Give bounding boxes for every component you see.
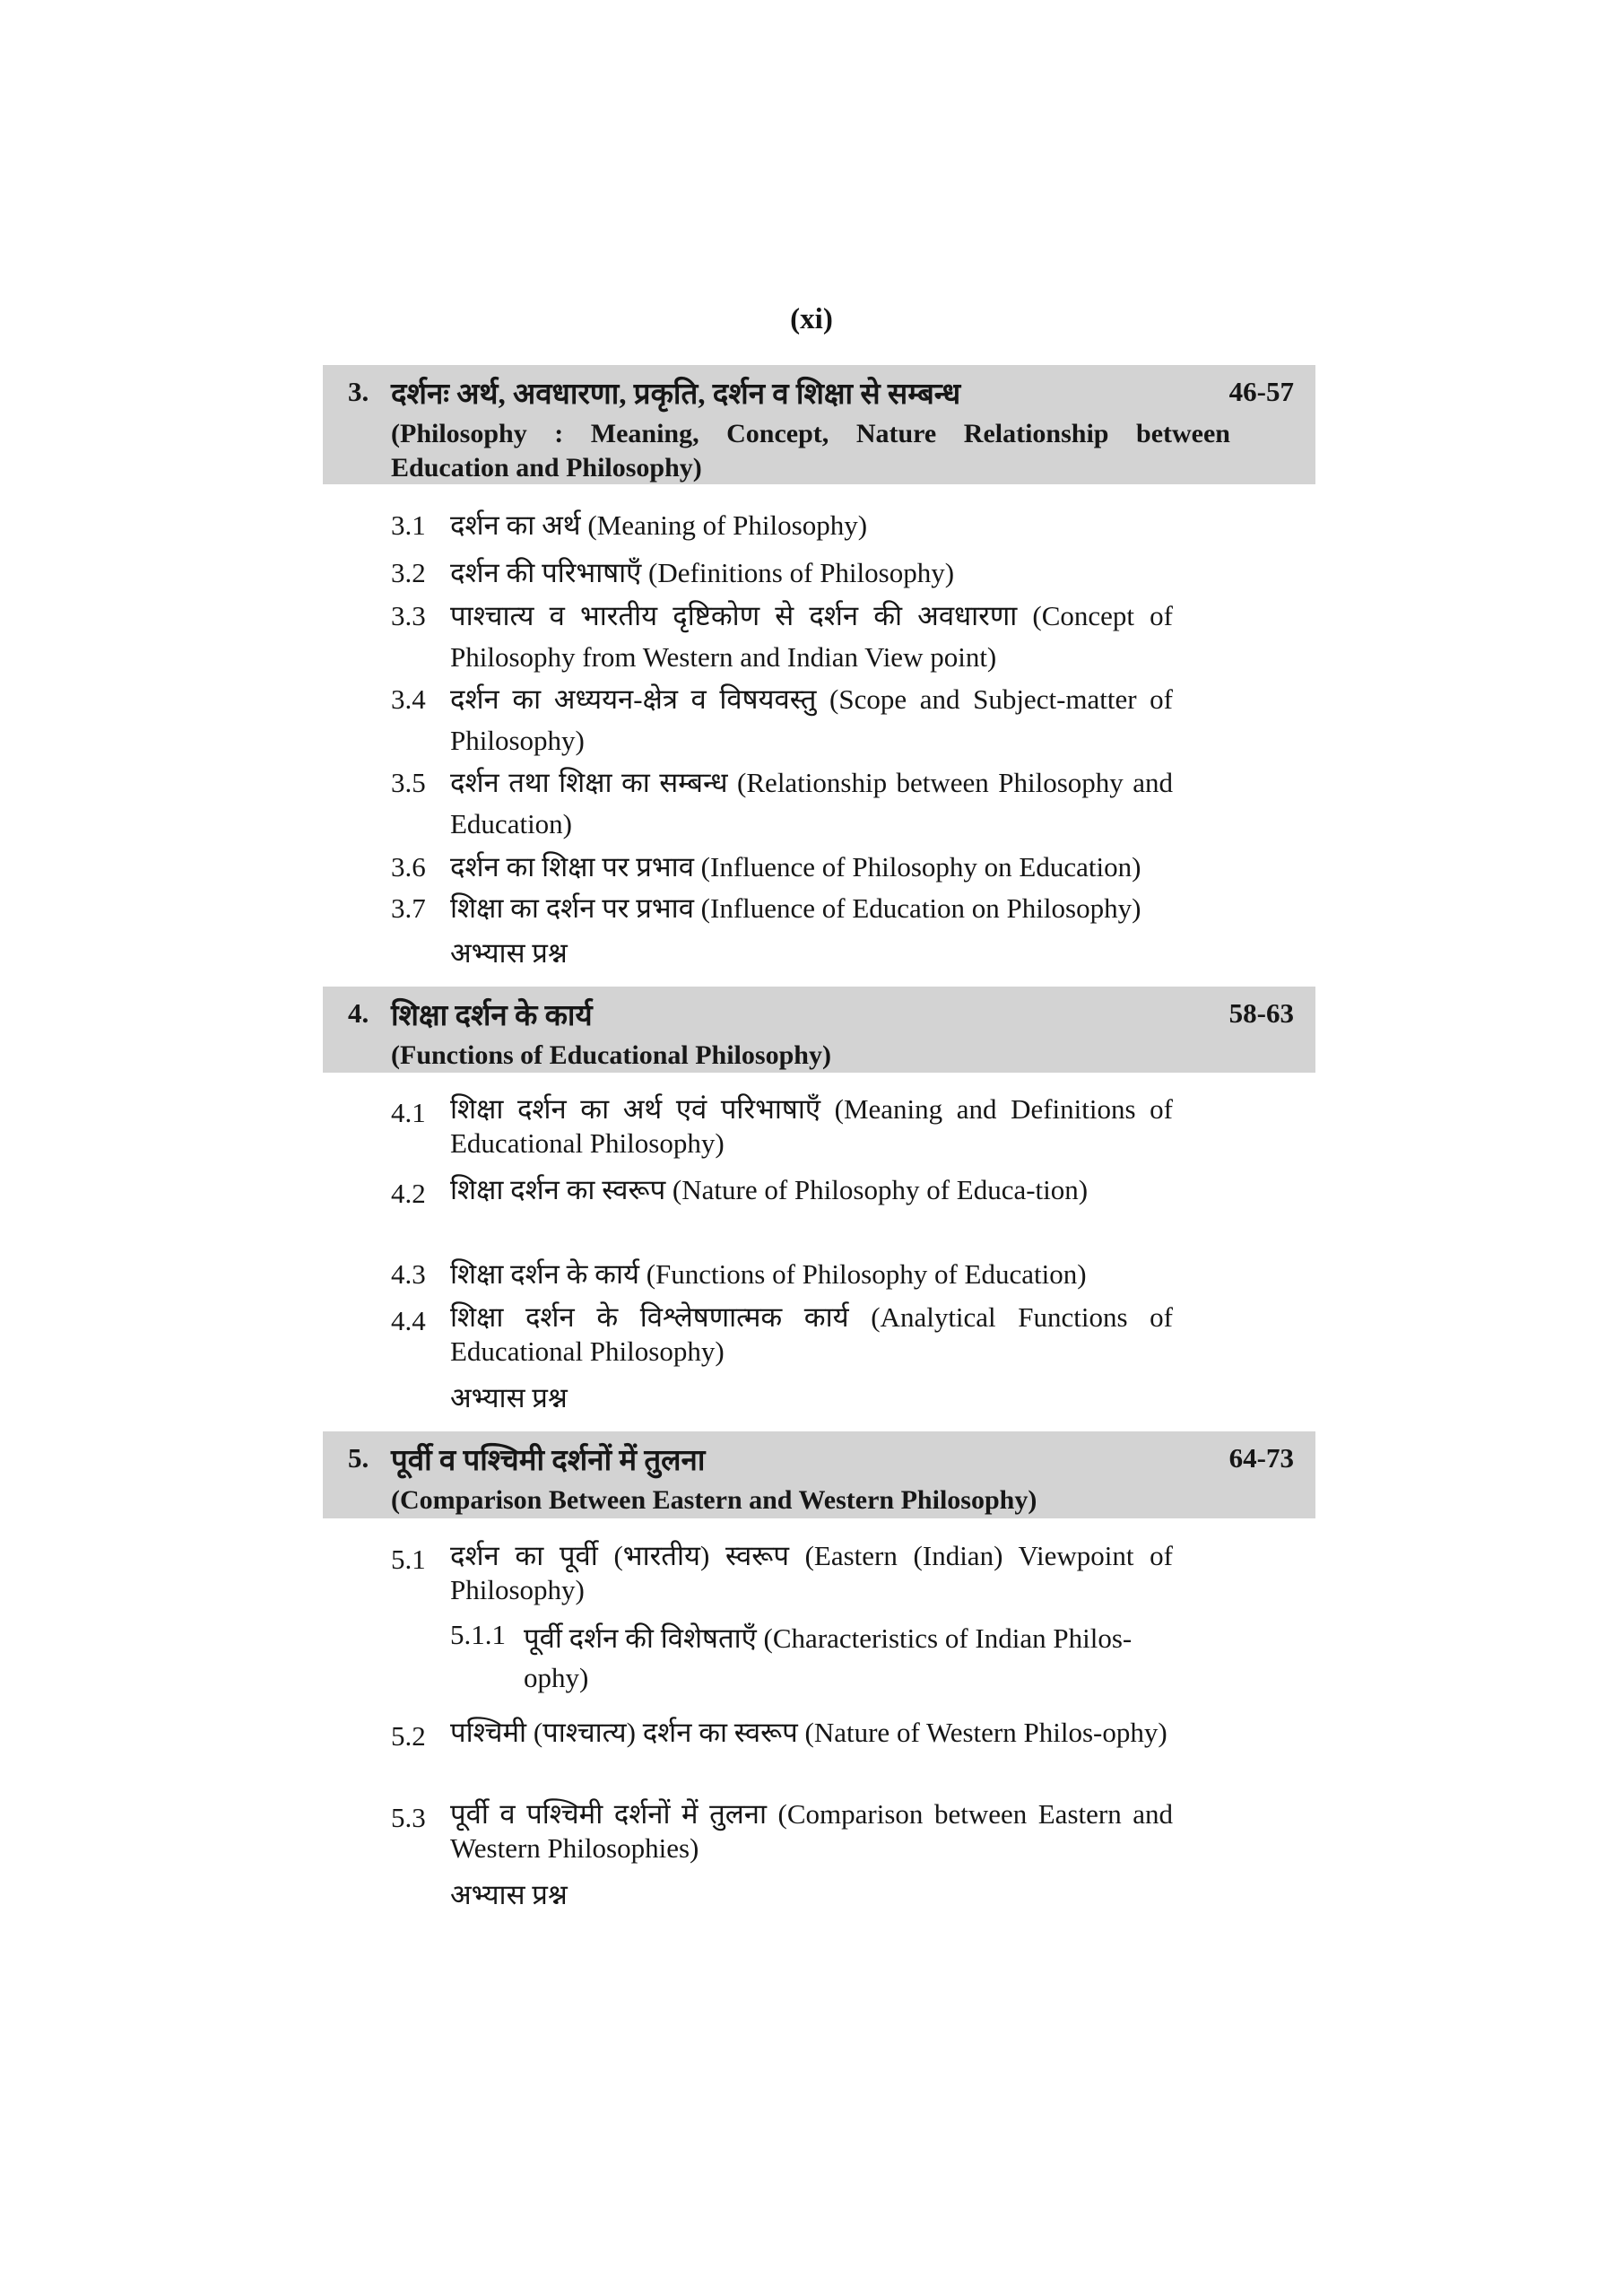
item-text: शिक्षा दर्शन के कार्य (Functions of Philosophy of Education) — [450, 1258, 1087, 1290]
chapter-title-hindi: दर्शनः अर्थ, अवधारणा, प्रकृति, दर्शन व शिक्षा से सम्बन्ध — [391, 378, 961, 411]
practice-questions: अभ्यास प्रश्न — [450, 1382, 568, 1413]
page-number: (xi) — [790, 303, 833, 335]
chapter-number: 4. — [348, 997, 369, 1029]
item-number: 3.5 — [391, 767, 426, 798]
item-text: दर्शन की परिभाषाएँ (Definitions of Philosophy) — [450, 557, 955, 588]
chapter-title-english: (Comparison Between Eastern and Western Philosophy) — [391, 1485, 1037, 1515]
item-text: शिक्षा दर्शन के विश्लेषणात्मक कार्य (Analytical Functions of Educational Philosophy) — [450, 1301, 1173, 1367]
item-number: 5.1.1 — [450, 1619, 506, 1650]
item-text: पूर्वी दर्शन की विशेषताएँ (Characteristics of Indian Philos-ophy) — [524, 1622, 1133, 1693]
item-number: 4.4 — [391, 1305, 426, 1336]
item-text: दर्शन का पूर्वी (भारतीय) स्वरूप (Eastern (Indian) Viewpoint of Philosophy) — [450, 1540, 1173, 1605]
chapter-page-range: 58-63 — [1228, 997, 1294, 1029]
chapter-title-hindi: शिक्षा दर्शन के कार्य — [391, 1000, 593, 1032]
chapter-title-hindi: पूर्वी व पश्चिमी दर्शनों में तुलना — [391, 1445, 706, 1477]
chapter-4-header — [323, 987, 1315, 1073]
chapter-page-range: 46-57 — [1228, 376, 1294, 407]
item-number: 5.1 — [391, 1544, 426, 1575]
item-number: 3.6 — [391, 851, 426, 883]
chapter-3-header — [323, 365, 1315, 484]
chapter-number: 3. — [348, 376, 369, 407]
item-text: दर्शन का शिक्षा पर प्रभाव (Influence of Philosophy on Education) — [450, 851, 1141, 883]
item-number: 4.3 — [391, 1258, 426, 1290]
chapter-number: 5. — [348, 1442, 369, 1474]
practice-questions: अभ्यास प्रश्न — [450, 1879, 568, 1910]
item-number: 3.7 — [391, 892, 426, 924]
item-text: शिक्षा का दर्शन पर प्रभाव (Influence of Education on Philosophy) — [450, 892, 1141, 924]
item-text: शिक्षा दर्शन का स्वरूप (Nature of Philosophy of Educa-tion) — [450, 1174, 1089, 1205]
item-number: 3.2 — [391, 557, 426, 588]
item-text: दर्शन का अध्ययन-क्षेत्र व विषयवस्तु (Scope and Subject-matter of Philosophy) — [450, 683, 1173, 756]
item-text: पूर्वी व पश्चिमी दर्शनों में तुलना (Comparison between Eastern and Western Philosophies) — [450, 1798, 1173, 1864]
item-text: पाश्चात्य व भारतीय दृष्टिकोण से दर्शन की अवधारणा (Concept of Philosophy from Western and Indian View point) — [450, 600, 1173, 673]
item-number: 4.2 — [391, 1178, 426, 1209]
item-text: शिक्षा दर्शन का अर्थ एवं परिभाषाएँ (Meaning and Definitions of Educational Philosophy) — [450, 1093, 1173, 1159]
chapter-page-range: 64-73 — [1228, 1442, 1294, 1474]
item-number: 3.1 — [391, 509, 426, 541]
item-text: दर्शन का अर्थ (Meaning of Philosophy) — [450, 509, 868, 541]
chapter-title-english: (Philosophy : Meaning, Concept, Nature Relationship between Education and Philosophy) — [391, 419, 1230, 483]
item-text: दर्शन तथा शिक्षा का सम्बन्ध (Relationship between Philosophy and Education) — [450, 767, 1173, 839]
item-number: 5.3 — [391, 1802, 426, 1833]
chapter-title-english: (Functions of Educational Philosophy) — [391, 1040, 831, 1070]
item-number: 3.3 — [391, 600, 426, 631]
practice-questions: अभ्यास प्रश्न — [450, 937, 568, 969]
item-number: 4.1 — [391, 1097, 426, 1128]
item-text: पश्चिमी (पाश्चात्य) दर्शन का स्वरूप (Nature of Western Philos-ophy) — [450, 1717, 1167, 1748]
item-number: 5.2 — [391, 1720, 426, 1752]
item-number: 3.4 — [391, 683, 426, 715]
chapter-5-header — [323, 1431, 1315, 1518]
